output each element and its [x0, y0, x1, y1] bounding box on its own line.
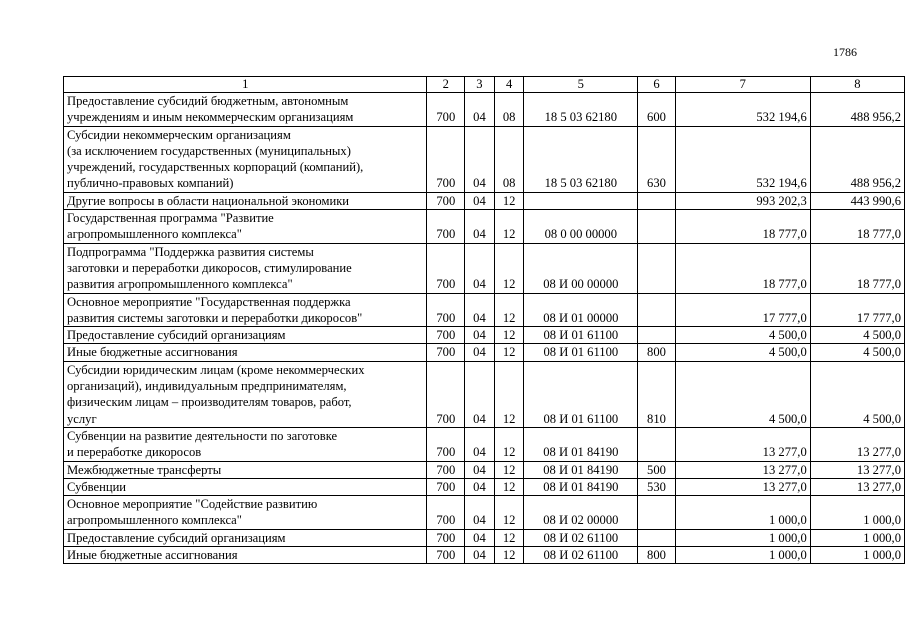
- row-name-cell-text: Государственная программа "Развитие агропромышленного комплекса": [67, 211, 274, 242]
- table-row: [64, 547, 905, 564]
- target-article-cell: [524, 210, 638, 244]
- subsection-code-cell: [494, 93, 524, 127]
- amount-cell: [810, 496, 904, 530]
- target-article-cell-text: 08 И 01 84190: [543, 479, 619, 494]
- table-row: [64, 461, 905, 478]
- subsection-code-cell: [494, 427, 524, 461]
- section-code-cell: [427, 427, 465, 461]
- row-name-cell-text: Предоставление субсидий бюджетным, автономным учреждениям и иным некоммерческим организациям: [67, 94, 354, 125]
- amount-cell-text: 13 277,0: [856, 445, 901, 460]
- section-code-cell: [427, 361, 465, 427]
- amount-cell-text: 17 777,0: [762, 310, 807, 325]
- subsection-code-cell-text: 04: [473, 548, 486, 563]
- expense-type-cell: [638, 293, 676, 327]
- subsection-code-cell: [465, 243, 495, 293]
- amount-cell-text: 13 277,0: [856, 479, 901, 494]
- amount-cell: [675, 126, 810, 192]
- row-name-cell: [64, 344, 427, 361]
- expense-type-cell-text: 500: [647, 462, 666, 477]
- amount-cell-text: 1 000,0: [768, 530, 807, 545]
- section-code-cell-text: 700: [436, 328, 456, 343]
- target-article-cell-text: 08 И 01 84190: [543, 462, 619, 477]
- subsection-code-cell-text: 12: [502, 277, 516, 292]
- row-name-cell-text: Межбюджетные трансферты: [67, 462, 222, 477]
- amount-cell-text: 13 277,0: [762, 462, 807, 477]
- subsection-code-cell: [465, 547, 495, 564]
- subsection-code-cell: [465, 344, 495, 361]
- amount-cell: [675, 243, 810, 293]
- target-article-cell: [524, 293, 638, 327]
- subsection-code-cell-text: 04: [473, 310, 486, 325]
- subsection-code-cell: [465, 427, 495, 461]
- subsection-code-cell: [494, 210, 524, 244]
- target-article-cell: [524, 529, 638, 546]
- subsection-code-cell: [494, 461, 524, 478]
- section-code-cell: [427, 210, 465, 244]
- table-row: [64, 361, 905, 427]
- header-cell: 8: [810, 77, 904, 93]
- amount-cell-text: 532 194,6: [756, 176, 807, 191]
- subsection-code-cell: [494, 126, 524, 192]
- expense-type-cell: [638, 327, 676, 344]
- amount-cell: [675, 93, 810, 127]
- section-code-cell-text: 700: [436, 193, 456, 208]
- amount-cell: [810, 529, 904, 546]
- target-article-cell: [524, 243, 638, 293]
- subsection-code-cell: [465, 293, 495, 327]
- amount-cell: [810, 293, 904, 327]
- subsection-code-cell-text: 04: [473, 110, 486, 125]
- expense-type-cell: [638, 192, 676, 209]
- subsection-code-cell-text: 12: [502, 328, 516, 343]
- section-code-cell-text: 700: [436, 479, 456, 494]
- target-article-cell: [524, 126, 638, 192]
- amount-cell: [810, 427, 904, 461]
- subsection-code-cell: [494, 243, 524, 293]
- subsection-code-cell-text: 04: [473, 328, 486, 343]
- expense-type-cell-text: 800: [647, 345, 666, 360]
- subsection-code-cell-text: 04: [473, 277, 486, 292]
- section-code-cell: [427, 192, 465, 209]
- amount-cell: [810, 344, 904, 361]
- section-code-cell-text: 700: [436, 513, 456, 528]
- target-article-cell-text: 08 И 01 84190: [543, 445, 619, 460]
- table-row: [64, 478, 905, 495]
- amount-cell-text: 443 990,6: [850, 193, 901, 208]
- amount-cell-text: 4 500,0: [768, 345, 807, 360]
- subsection-code-cell-text: 12: [502, 227, 516, 242]
- row-name-cell-text: Другие вопросы в области национальной экономики: [67, 193, 350, 208]
- table-row: [64, 327, 905, 344]
- amount-cell: [810, 547, 904, 564]
- target-article-cell-text: 08 И 00 00000: [543, 277, 619, 292]
- section-code-cell-text: 700: [436, 110, 456, 125]
- row-name-cell: [64, 126, 427, 192]
- section-code-cell-text: 700: [436, 345, 456, 360]
- amount-cell-text: 4 500,0: [768, 328, 807, 343]
- subsection-code-cell-text: 12: [502, 193, 516, 208]
- subsection-code-cell: [465, 496, 495, 530]
- row-name-cell: [64, 529, 427, 546]
- amount-cell-text: 993 202,3: [756, 193, 807, 208]
- row-name-cell: [64, 478, 427, 495]
- subsection-code-cell: [494, 293, 524, 327]
- table-row: [64, 126, 905, 192]
- amount-cell: [675, 461, 810, 478]
- subsection-code-cell: [465, 93, 495, 127]
- subsection-code-cell: [465, 192, 495, 209]
- amount-cell-text: 1 000,0: [863, 513, 901, 528]
- header-cell: 4: [494, 77, 524, 93]
- subsection-code-cell-text: 04: [473, 193, 486, 208]
- table-row: [64, 243, 905, 293]
- table-row: [64, 93, 905, 127]
- table-row: [64, 427, 905, 461]
- section-code-cell: [427, 344, 465, 361]
- amount-cell: [810, 478, 904, 495]
- subsection-code-cell: [465, 529, 495, 546]
- amount-cell: [810, 192, 904, 209]
- target-article-cell-text: 08 И 01 61100: [543, 411, 619, 426]
- subsection-code-cell-text: 04: [473, 411, 486, 426]
- amount-cell-text: 488 956,2: [850, 176, 901, 191]
- subsection-code-cell: [494, 327, 524, 344]
- section-code-cell-text: 700: [436, 310, 456, 325]
- target-article-cell: [524, 93, 638, 127]
- subsection-code-cell: [465, 361, 495, 427]
- row-name-cell-text: Основное мероприятие "Содействие развитию агропромышленного комплекса": [67, 497, 318, 528]
- subsection-code-cell-text: 04: [473, 530, 486, 545]
- header-cell: 6: [638, 77, 676, 93]
- target-article-cell-text: 08 И 02 00000: [543, 513, 619, 528]
- subsection-code-cell: [465, 461, 495, 478]
- subsection-code-cell-text: 08: [502, 176, 516, 191]
- row-name-cell: [64, 243, 427, 293]
- row-name-cell: [64, 210, 427, 244]
- amount-cell-text: 13 277,0: [762, 445, 807, 460]
- subsection-code-cell-text: 12: [502, 445, 516, 460]
- subsection-code-cell: [494, 547, 524, 564]
- expense-type-cell: [638, 210, 676, 244]
- subsection-code-cell: [465, 478, 495, 495]
- table-header-row: [64, 77, 905, 93]
- target-article-cell: [524, 361, 638, 427]
- amount-cell: [810, 243, 904, 293]
- target-article-cell: [524, 547, 638, 564]
- amount-cell-text: 13 277,0: [856, 462, 901, 477]
- subsection-code-cell: [494, 496, 524, 530]
- section-code-cell: [427, 496, 465, 530]
- row-name-cell: [64, 461, 427, 478]
- table-row: [64, 344, 905, 361]
- expense-type-cell: [638, 461, 676, 478]
- expense-type-cell: [638, 547, 676, 564]
- amount-cell-text: 1 000,0: [863, 548, 901, 563]
- subsection-code-cell-text: 12: [502, 548, 516, 563]
- section-code-cell: [427, 529, 465, 546]
- row-name-cell-text: Основное мероприятие "Государственная поддержка развития системы заготовки и переработки дикоросов": [67, 294, 363, 325]
- target-article-cell: [524, 344, 638, 361]
- target-article-cell-text: 18 5 03 62180: [544, 110, 618, 125]
- amount-cell: [675, 293, 810, 327]
- subsection-code-cell-text: 12: [502, 345, 516, 360]
- amount-cell: [675, 547, 810, 564]
- header-cell: 2: [427, 77, 465, 93]
- row-name-cell-text: Предоставление субсидий организациям: [67, 328, 286, 343]
- table-row: [64, 293, 905, 327]
- section-code-cell-text: 700: [436, 462, 456, 477]
- section-code-cell: [427, 327, 465, 344]
- section-code-cell-text: 700: [436, 176, 456, 191]
- section-code-cell-text: 700: [436, 411, 456, 426]
- amount-cell: [810, 210, 904, 244]
- subsection-code-cell: [494, 529, 524, 546]
- expense-type-cell-text: 600: [647, 110, 666, 125]
- table-row: [64, 496, 905, 530]
- row-name-cell: [64, 93, 427, 127]
- amount-cell-text: 17 777,0: [856, 310, 901, 325]
- subsection-code-cell-text: 12: [502, 479, 516, 494]
- subsection-code-cell-text: 04: [473, 445, 486, 460]
- expense-type-cell: [638, 361, 676, 427]
- expense-type-cell-text: 810: [647, 411, 666, 426]
- subsection-code-cell-text: 04: [473, 345, 486, 360]
- amount-cell: [675, 344, 810, 361]
- amount-cell: [810, 327, 904, 344]
- amount-cell: [810, 93, 904, 127]
- subsection-code-cell-text: 12: [502, 530, 516, 545]
- amount-cell-text: 1 000,0: [768, 548, 807, 563]
- target-article-cell: [524, 192, 638, 209]
- row-name-cell-text: Субвенции на развитие деятельности по заготовке и переработке дикоросов: [67, 428, 338, 460]
- amount-cell: [675, 529, 810, 546]
- subsection-code-cell-text: 04: [473, 227, 486, 242]
- section-code-cell-text: 700: [436, 445, 456, 460]
- subsection-code-cell: [465, 210, 495, 244]
- budget-table: [63, 76, 905, 564]
- target-article-cell: [524, 427, 638, 461]
- amount-cell: [675, 427, 810, 461]
- target-article-cell-text: 08 И 01 61100: [543, 345, 619, 360]
- amount-cell-text: 4 500,0: [863, 345, 901, 360]
- row-name-cell-text: Предоставление субсидий организациям: [67, 530, 286, 545]
- section-code-cell-text: 700: [436, 277, 456, 292]
- row-name-cell-text: Иные бюджетные ассигнования: [67, 548, 238, 563]
- row-name-cell: [64, 361, 427, 427]
- row-name-cell-text: Иные бюджетные ассигнования: [67, 345, 238, 360]
- expense-type-cell: [638, 529, 676, 546]
- section-code-cell: [427, 461, 465, 478]
- amount-cell-text: 13 277,0: [762, 479, 807, 494]
- amount-cell-text: 1 000,0: [768, 513, 807, 528]
- subsection-code-cell: [465, 327, 495, 344]
- subsection-code-cell-text: 12: [502, 513, 516, 528]
- target-article-cell: [524, 461, 638, 478]
- subsection-code-cell-text: 12: [502, 462, 516, 477]
- expense-type-cell: [638, 427, 676, 461]
- subsection-code-cell: [494, 192, 524, 209]
- amount-cell: [675, 327, 810, 344]
- amount-cell-text: 4 500,0: [863, 328, 901, 343]
- amount-cell-text: 532 194,6: [756, 110, 807, 125]
- amount-cell: [675, 361, 810, 427]
- amount-cell-text: 18 777,0: [856, 277, 901, 292]
- amount-cell: [810, 126, 904, 192]
- row-name-cell-text: Подпрограмма "Поддержка развития системы заготовки и переработки дикоросов, стимулирование развития агропромышленного комплекса": [67, 244, 352, 292]
- section-code-cell-text: 700: [436, 530, 456, 545]
- section-code-cell-text: 700: [436, 227, 456, 242]
- subsection-code-cell-text: 08: [502, 110, 516, 125]
- amount-cell-text: 4 500,0: [768, 411, 807, 426]
- subsection-code-cell-text: 12: [502, 310, 516, 325]
- expense-type-cell-text: 630: [647, 176, 666, 191]
- header-cell: 5: [524, 77, 638, 93]
- row-name-cell-text: Субсидии некоммерческим организациям (за исключением государственных (муниципальных) учреждений, государственных корпораций (компаний), публично-правовых компаний): [67, 127, 364, 191]
- section-code-cell: [427, 243, 465, 293]
- section-code-cell: [427, 93, 465, 127]
- table-row: [64, 529, 905, 546]
- target-article-cell-text: 08 И 02 61100: [543, 548, 619, 563]
- expense-type-cell: [638, 496, 676, 530]
- subsection-code-cell: [494, 344, 524, 361]
- expense-type-cell: [638, 126, 676, 192]
- target-article-cell-text: 08 0 00 00000: [544, 227, 618, 242]
- subsection-code-cell-text: 04: [473, 479, 486, 494]
- row-name-cell-text: Субсидии юридическим лицам (кроме некоммерческих организаций), индивидуальным предпринимателям, физическим лицам – производителям товаров, работ, услуг: [67, 362, 365, 426]
- section-code-cell-text: 700: [436, 548, 456, 563]
- expense-type-cell: [638, 93, 676, 127]
- amount-cell-text: 1 000,0: [863, 530, 901, 545]
- section-code-cell: [427, 126, 465, 192]
- amount-cell: [675, 496, 810, 530]
- row-name-cell: [64, 496, 427, 530]
- subsection-code-cell: [465, 126, 495, 192]
- amount-cell-text: 18 777,0: [762, 227, 807, 242]
- amount-cell: [675, 478, 810, 495]
- subsection-code-cell-text: 04: [473, 176, 486, 191]
- target-article-cell: [524, 327, 638, 344]
- target-article-cell-text: 18 5 03 62180: [544, 176, 618, 191]
- section-code-cell: [427, 547, 465, 564]
- row-name-cell: [64, 192, 427, 209]
- expense-type-cell-text: 530: [647, 479, 666, 494]
- row-name-cell: [64, 427, 427, 461]
- amount-cell: [675, 192, 810, 209]
- subsection-code-cell: [494, 478, 524, 495]
- section-code-cell: [427, 478, 465, 495]
- row-name-cell-text: Субвенции: [67, 479, 127, 494]
- section-code-cell: [427, 293, 465, 327]
- target-article-cell: [524, 478, 638, 495]
- expense-type-cell-text: 800: [647, 548, 666, 563]
- target-article-cell-text: 08 И 01 61100: [543, 328, 619, 343]
- header-cell: 1: [64, 77, 427, 93]
- amount-cell-text: 18 777,0: [762, 277, 807, 292]
- target-article-cell: [524, 496, 638, 530]
- row-name-cell: [64, 327, 427, 344]
- table-row: [64, 192, 905, 209]
- amount-cell-text: 4 500,0: [863, 411, 901, 426]
- expense-type-cell: [638, 478, 676, 495]
- row-name-cell: [64, 547, 427, 564]
- subsection-code-cell: [494, 361, 524, 427]
- amount-cell: [810, 361, 904, 427]
- page-number: 1786: [833, 45, 857, 59]
- table-row: [64, 210, 905, 244]
- expense-type-cell: [638, 243, 676, 293]
- expense-type-cell: [638, 344, 676, 361]
- target-article-cell-text: 08 И 02 61100: [543, 530, 619, 545]
- subsection-code-cell-text: 04: [473, 513, 486, 528]
- target-article-cell-text: 08 И 01 00000: [543, 310, 619, 325]
- amount-cell-text: 18 777,0: [856, 227, 901, 242]
- amount-cell-text: 488 956,2: [850, 110, 901, 125]
- amount-cell: [810, 461, 904, 478]
- subsection-code-cell-text: 12: [502, 411, 516, 426]
- header-cell: 3: [465, 77, 495, 93]
- header-cell: 7: [675, 77, 810, 93]
- row-name-cell: [64, 293, 427, 327]
- subsection-code-cell-text: 04: [473, 462, 486, 477]
- amount-cell: [675, 210, 810, 244]
